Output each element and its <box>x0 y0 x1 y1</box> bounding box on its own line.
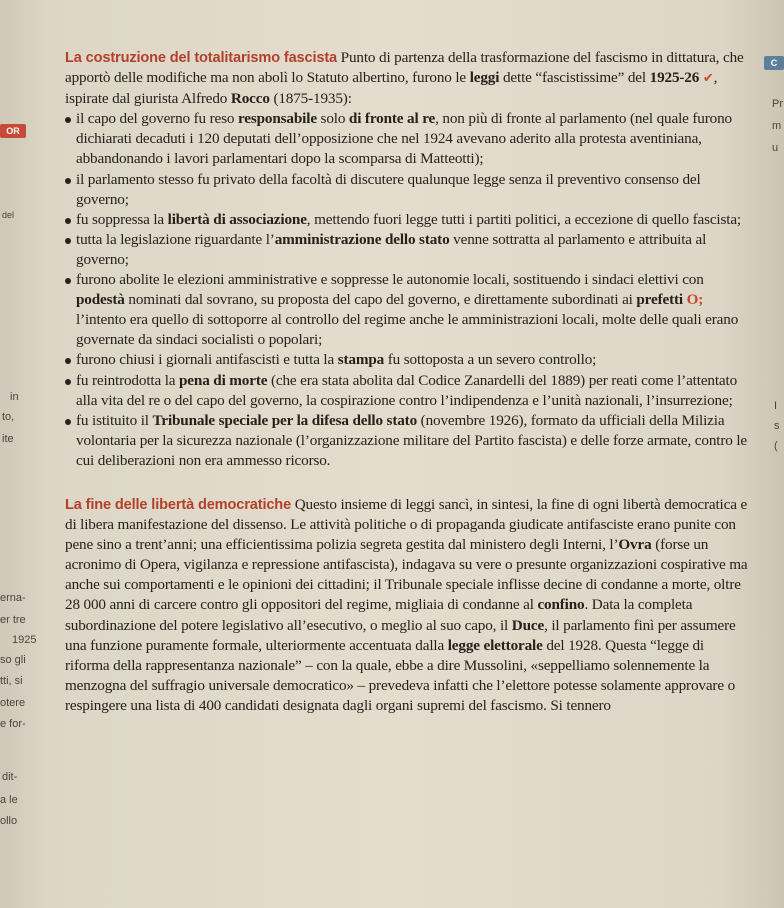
margin-fragment: so gli <box>0 654 26 666</box>
margin-fragment: ollo <box>0 815 18 827</box>
list-item: il parlamento stesso fu privato della facoltà di discutere qualunque legge senza il preventivo consenso del governo; <box>65 170 749 210</box>
margin-fragment: I <box>774 400 778 412</box>
margin-fragment: Pr <box>772 98 783 110</box>
margin-fragment: otere <box>0 697 26 709</box>
left-margin-fragments <box>0 0 58 908</box>
margin-fragment: erna- <box>0 592 26 604</box>
margin-fragment: e for- <box>0 718 26 730</box>
margin-fragment: ( <box>774 440 778 452</box>
margin-fragment: er tre <box>0 614 26 626</box>
margin-badge-left: OR <box>0 124 26 138</box>
margin-fragment: s <box>774 420 780 432</box>
margin-fragment: ite <box>2 433 14 445</box>
list-item: furono chiusi i giornali antifascisti e tutta la stampa fu sottoposta a un severo controllo; <box>65 350 749 370</box>
laws-bullet-list <box>65 109 749 471</box>
circle-mark-icon: O; <box>686 291 704 309</box>
margin-fragment: 1925 <box>12 634 37 646</box>
checkmark-icon: ✔ <box>702 71 714 87</box>
margin-fragment: tti, si <box>0 675 23 687</box>
margin-fragment: u <box>772 142 779 154</box>
margin-fragment: del <box>2 210 15 220</box>
main-text-column <box>65 48 749 716</box>
margin-fragment: to, <box>2 411 15 423</box>
margin-fragment: m <box>772 120 782 132</box>
margin-fragment: in <box>10 391 19 403</box>
section2-paragraph: La fine delle libertà democratiche Questo insieme di leggi sancì, in sintesi, la fine di ogni libertà democratica e di libera manifestazione del dissenso. Le attività politiche o di propaganda giudicate antifasciste erano punite con pene sino a trent’anni; una efficientissima polizia segreta gestita dal ministero degli Interni, l’Ovra (forse un acronimo di Opera, vigilanza e repressione antifascista), indagava su vere o presunte organizzazioni cospirative ma anche sui comportamenti e le opinioni dei cittadini; il Tribunale speciale inflisse decine di condanne a morte, oltre 28 000 anni di carcere contro gli oppositori del regime, migliaia di condanne al confino. Data la completa subordinazione del potere legislativo all’esecutivo, o meglio al suo capo, il Duce, il parlamento finì per assumere una funzione puramente formale, ulteriormente accentuata dalla legge elettorale del 1928. Questa “legge di riforma della rappresentanza nazionale” – con la quale, ebbe a dire Mussolini, «seppelliamo solennemente la menzogna del suffragio universale democratico» – prevedeva infatti che l’elettore potesse solamente approvare o respingere una lista di 400 candidati designata dagli organi supremi del fascismo. Si tennero <box>65 495 748 714</box>
list-item: il capo del governo fu reso responsabile solo di fronte al re, non più di fronte al parlamento (nel quale furono dichiarati decaduti i 120 deputati dell’opposizione che nel 1924 avevano aderito alla protesta aventiniana, abbandonando i lavori parlamentari dopo la scomparsa di Matteotti); <box>65 109 749 169</box>
margin-fragment: a le <box>0 794 18 806</box>
section1-intro: La costruzione del totalitarismo fascista Punto di partenza della trasformazione del fascismo in dittatura, che apportò delle modifiche ma non abolì lo Statuto albertino, furono le leggi dette “fascistissime” del 1925-26 ✔, ispirate dal giurista Alfredo Rocco (1875-1935): <box>65 49 744 108</box>
section1-heading: La costruzione del totalitarismo fascista <box>65 50 338 66</box>
list-item: fu soppressa la libertà di associazione, mettendo fuori legge tutti i partiti politici, a eccezione di quello fascista; <box>65 210 749 230</box>
section2-heading: La fine delle libertà democratiche <box>65 496 292 513</box>
right-margin-fragments <box>750 0 784 908</box>
section-gap <box>65 471 749 495</box>
list-item: fu istituito il Tribunale speciale per la difesa dello stato (novembre 1926), formato da ufficiali della Milizia volontaria per la sicurezza nazionale (l’organizzazione militare del Partito fascista) e delle forze armate, contro le cui deliberazioni non era ammesso ricorso. <box>65 411 749 471</box>
margin-fragment: dit- <box>2 771 18 783</box>
list-item: tutta la legislazione riguardante l’amministrazione dello stato venne sottratta al parlamento e attribuita al governo; <box>65 230 749 270</box>
margin-badge-right: C <box>764 56 784 70</box>
list-item: furono abolite le elezioni amministrative e soppresse le autonomie locali, sostituendo i sindaci elettivi con podestà nominati dal sovrano, su proposta del capo del governo, e direttamente subordinati ai prefetti O; l’intento era quello di sottoporre al controllo del regime anche le amministrazioni locali, molte delle quali erano governate da sindaci socialisti o popolari; <box>65 270 749 350</box>
list-item: fu reintrodotta la pena di morte (che era stata abolita dal Codice Zanardelli del 1889) per reati come l’attentato alla vita del re o del capo del governo, la cospirazione contro l’indipendenza e l’unità nazionali, l’insurrezione; <box>65 371 749 411</box>
